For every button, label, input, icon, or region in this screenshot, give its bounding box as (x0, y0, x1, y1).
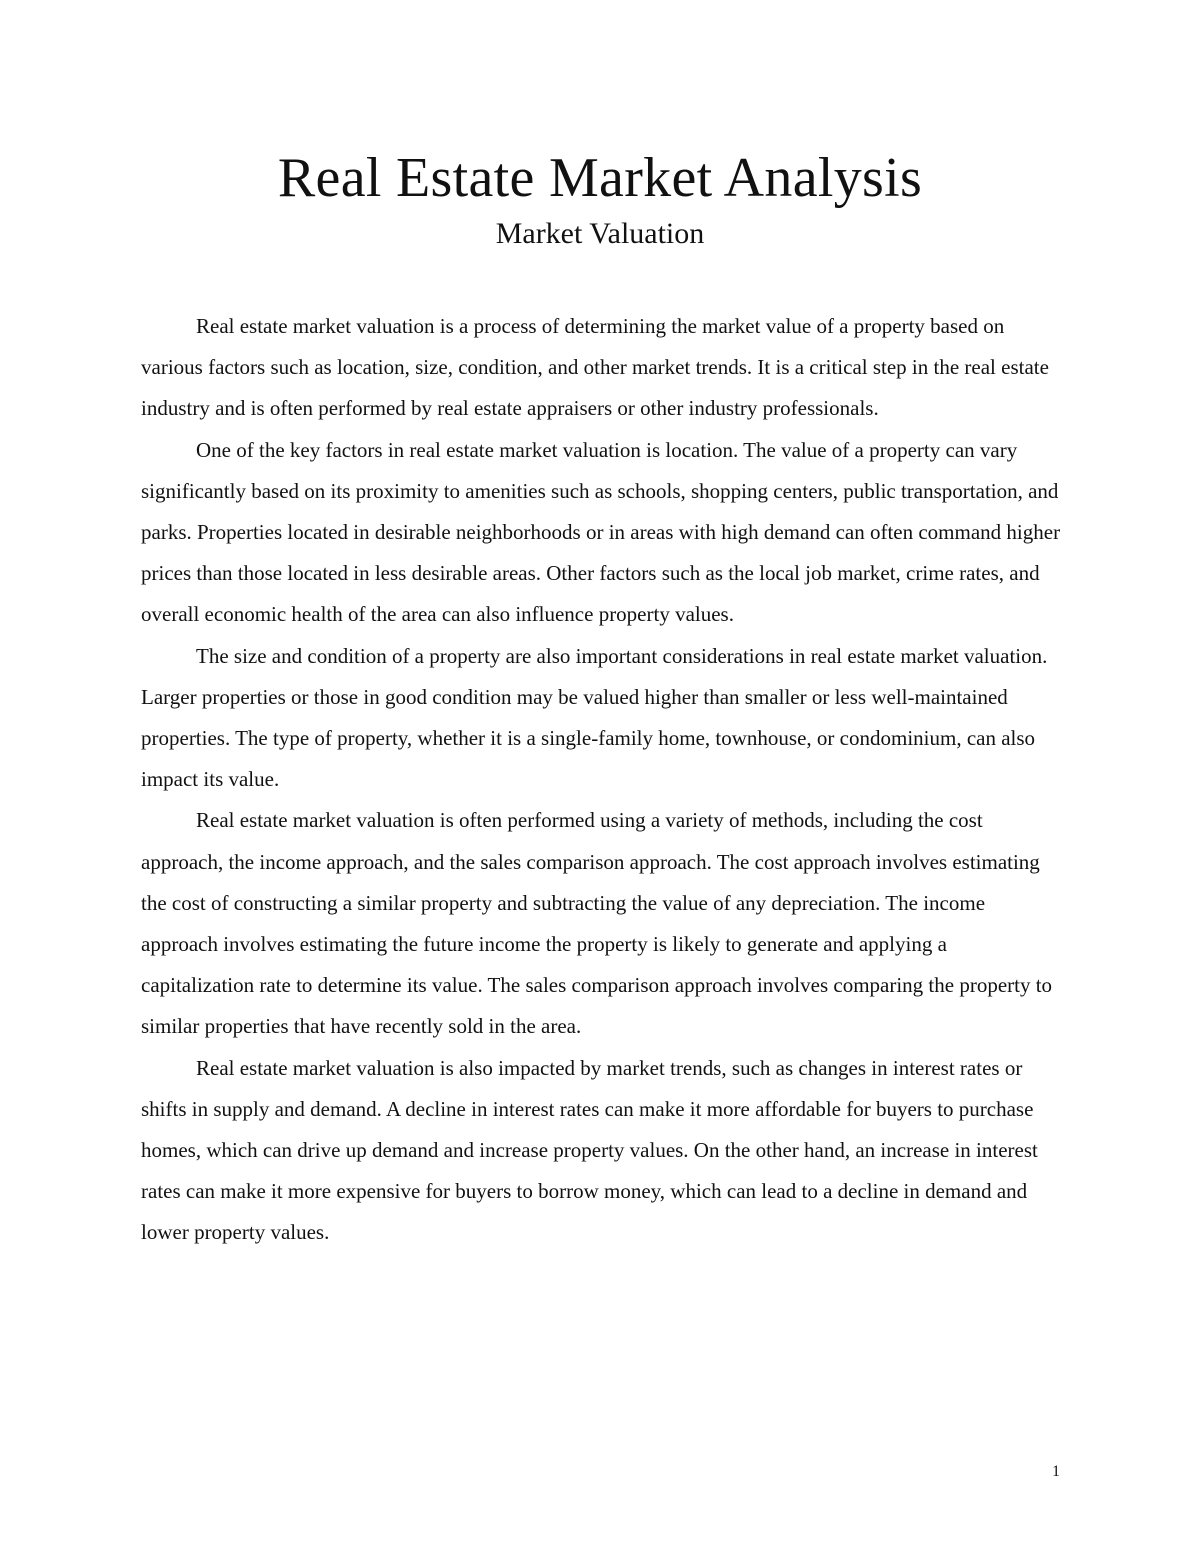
body-paragraph: The size and condition of a property are also important considerations in real estate market valuation. Larger properties or those in good condition may be valued higher than smaller or less well-maintained properties. The type of property, whether it is a single-family home, townhouse, or condominium, can also impact its value. (141, 643, 1048, 792)
body-paragraph: Real estate market valuation is a process of determining the market value of a property based on various factors such as location, size, condition, and other market trends. It is a critical step in the real estate industry and is often performed by real estate appraisers or other industry professionals. (141, 314, 1049, 421)
document-body (141, 306, 1061, 1254)
body-paragraph: One of the key factors in real estate market valuation is location. The value of a property can vary significantly based on its proximity to amenities such as schools, shopping centers, public transportation, and parks. Properties located in desirable neighborhoods or in areas with high demand can often command higher prices than those located in less desirable areas. Other factors such as the local job market, crime rates, and overall economic health of the area can also influence property values. (141, 437, 1061, 627)
document-title: Real Estate Market Analysis (277, 147, 923, 209)
page-number: 1 (1052, 1463, 1060, 1480)
document-subtitle: Market Valuation (495, 217, 705, 250)
body-paragraph: Real estate market valuation is often performed using a variety of methods, including the cost approach, the income approach, and the sales comparison approach. The cost approach involves estimating the cost of constructing a similar property and subtracting the value of any depreciation. The income approach involves estimating the future income the property is likely to generate and applying a capitalization rate to determine its value. The sales comparison approach involves comparing the property to similar properties that have recently sold in the area. (141, 808, 1053, 1039)
body-paragraph: Real estate market valuation is also impacted by market trends, such as changes in interest rates or shifts in supply and demand. A decline in interest rates can make it more affordable for buyers to purchase homes, which can drive up demand and increase property values. On the other hand, an increase in interest rates can make it more expensive for buyers to borrow money, which can lead to a decline in demand and lower property values. (141, 1055, 1038, 1245)
